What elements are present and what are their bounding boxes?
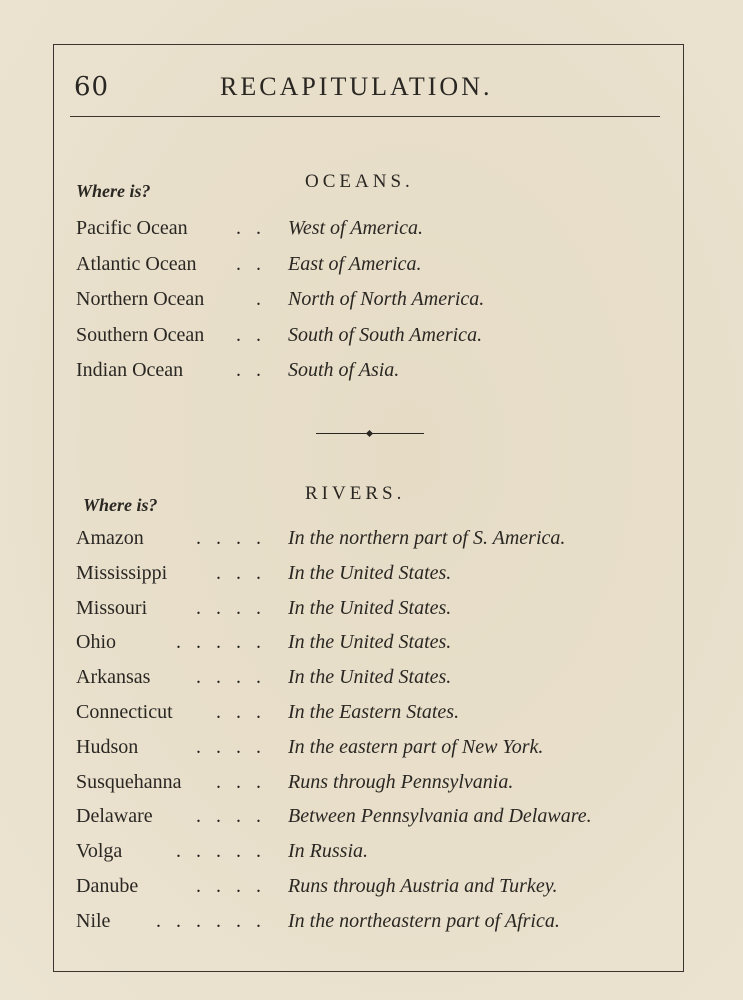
rivers-row (0, 701, 743, 731)
rivers-leader-dots: . . . . (196, 735, 266, 758)
oceans-heading: OCEANS. (305, 171, 414, 192)
rivers-item-name: Volga (76, 840, 123, 863)
page-title: RECAPITULATION. (220, 72, 493, 101)
rivers-leader-dots: . . . . . (176, 631, 266, 654)
oceans-item-name: Atlantic Ocean (76, 252, 197, 275)
rivers-item-name: Susquehanna (76, 770, 182, 793)
rivers-item-name: Connecticut (76, 701, 173, 723)
rivers-item-name: Missouri (76, 596, 148, 619)
rivers-leader-dots: . . . . . . (156, 909, 266, 932)
oceans-row (0, 288, 743, 318)
oceans-row (0, 253, 743, 283)
rivers-row (0, 910, 743, 940)
rivers-item-answer: In the United States. (288, 561, 452, 584)
rivers-item-answer: Runs through Austria and Turkey. (288, 875, 558, 897)
oceans-item-name: Northern Ocean (76, 288, 205, 310)
rivers-row (0, 805, 743, 835)
rivers-row (0, 527, 743, 557)
rivers-item-answer: In the United States. (288, 666, 452, 689)
rivers-row (0, 597, 743, 627)
oceans-item-answer: South of South America. (288, 323, 483, 346)
oceans-item-answer: East of America. (288, 252, 422, 275)
page-header (70, 72, 660, 112)
rivers-item-name: Arkansas (76, 666, 151, 689)
rivers-item-answer: In the eastern part of New York. (288, 735, 544, 758)
rivers-leader-dots: . . . . (196, 596, 266, 619)
oceans-item-answer: West of America. (288, 217, 423, 239)
oceans-item-name: Indian Ocean (76, 359, 184, 381)
rivers-item-answer: In Russia. (288, 840, 368, 863)
rivers-item-answer: In the northeastern part of Africa. (288, 909, 560, 932)
oceans-question: Where is? (76, 181, 151, 201)
rivers-row (0, 736, 743, 766)
rivers-item-name: Mississippi (76, 561, 168, 584)
oceans-leader-dots: . . (236, 359, 266, 381)
rivers-leader-dots: . . . . (196, 527, 266, 549)
rivers-leader-dots: . . . . . (176, 840, 266, 863)
rivers-heading: RIVERS. (305, 483, 406, 504)
oceans-item-answer: South of Asia. (288, 359, 400, 381)
rivers-leader-dots: . . . . (196, 805, 266, 828)
rivers-leader-dots: . . . (216, 561, 266, 584)
rivers-question: Where is? (83, 495, 158, 515)
oceans-row (0, 217, 743, 247)
rivers-row (0, 631, 743, 661)
rivers-row (0, 562, 743, 592)
rivers-item-answer: Runs through Pennsylvania. (288, 770, 514, 793)
rivers-item-answer: In the United States. (288, 596, 452, 619)
oceans-row (0, 359, 743, 389)
rivers-item-name: Hudson (76, 735, 139, 758)
rivers-item-name: Delaware (76, 805, 153, 828)
rivers-leader-dots: . . . (216, 770, 266, 793)
oceans-item-answer: North of North America. (288, 288, 485, 310)
rivers-row (0, 771, 743, 801)
rivers-item-answer: Between Pennsylvania and Delaware. (288, 805, 592, 828)
divider-line-left (316, 433, 368, 434)
rivers-row (0, 666, 743, 696)
rivers-leader-dots: . . . (216, 701, 266, 723)
rivers-item-name: Danube (76, 875, 139, 897)
oceans-item-name: Pacific Ocean (76, 217, 188, 239)
divider-line-right (372, 433, 424, 434)
oceans-row (0, 324, 743, 354)
section-divider (316, 431, 424, 437)
rivers-item-name: Ohio (76, 631, 116, 654)
oceans-leader-dots: . . (236, 323, 266, 346)
rivers-item-name: Nile (76, 909, 111, 932)
header-rule (70, 116, 660, 117)
rivers-item-answer: In the northern part of S. America. (288, 527, 566, 549)
rivers-item-answer: In the Eastern States. (288, 701, 460, 723)
rivers-item-name: Amazon (76, 527, 144, 549)
rivers-row (0, 875, 743, 905)
rivers-item-answer: In the United States. (288, 631, 452, 654)
page-number: 60 (74, 72, 110, 102)
oceans-leader-dots: . . (236, 252, 266, 275)
oceans-leader-dots: . (256, 288, 266, 310)
oceans-leader-dots: . . (236, 217, 266, 239)
rivers-row (0, 840, 743, 870)
rivers-leader-dots: . . . . (196, 875, 266, 897)
oceans-item-name: Southern Ocean (76, 323, 205, 346)
rivers-leader-dots: . . . . (196, 666, 266, 689)
